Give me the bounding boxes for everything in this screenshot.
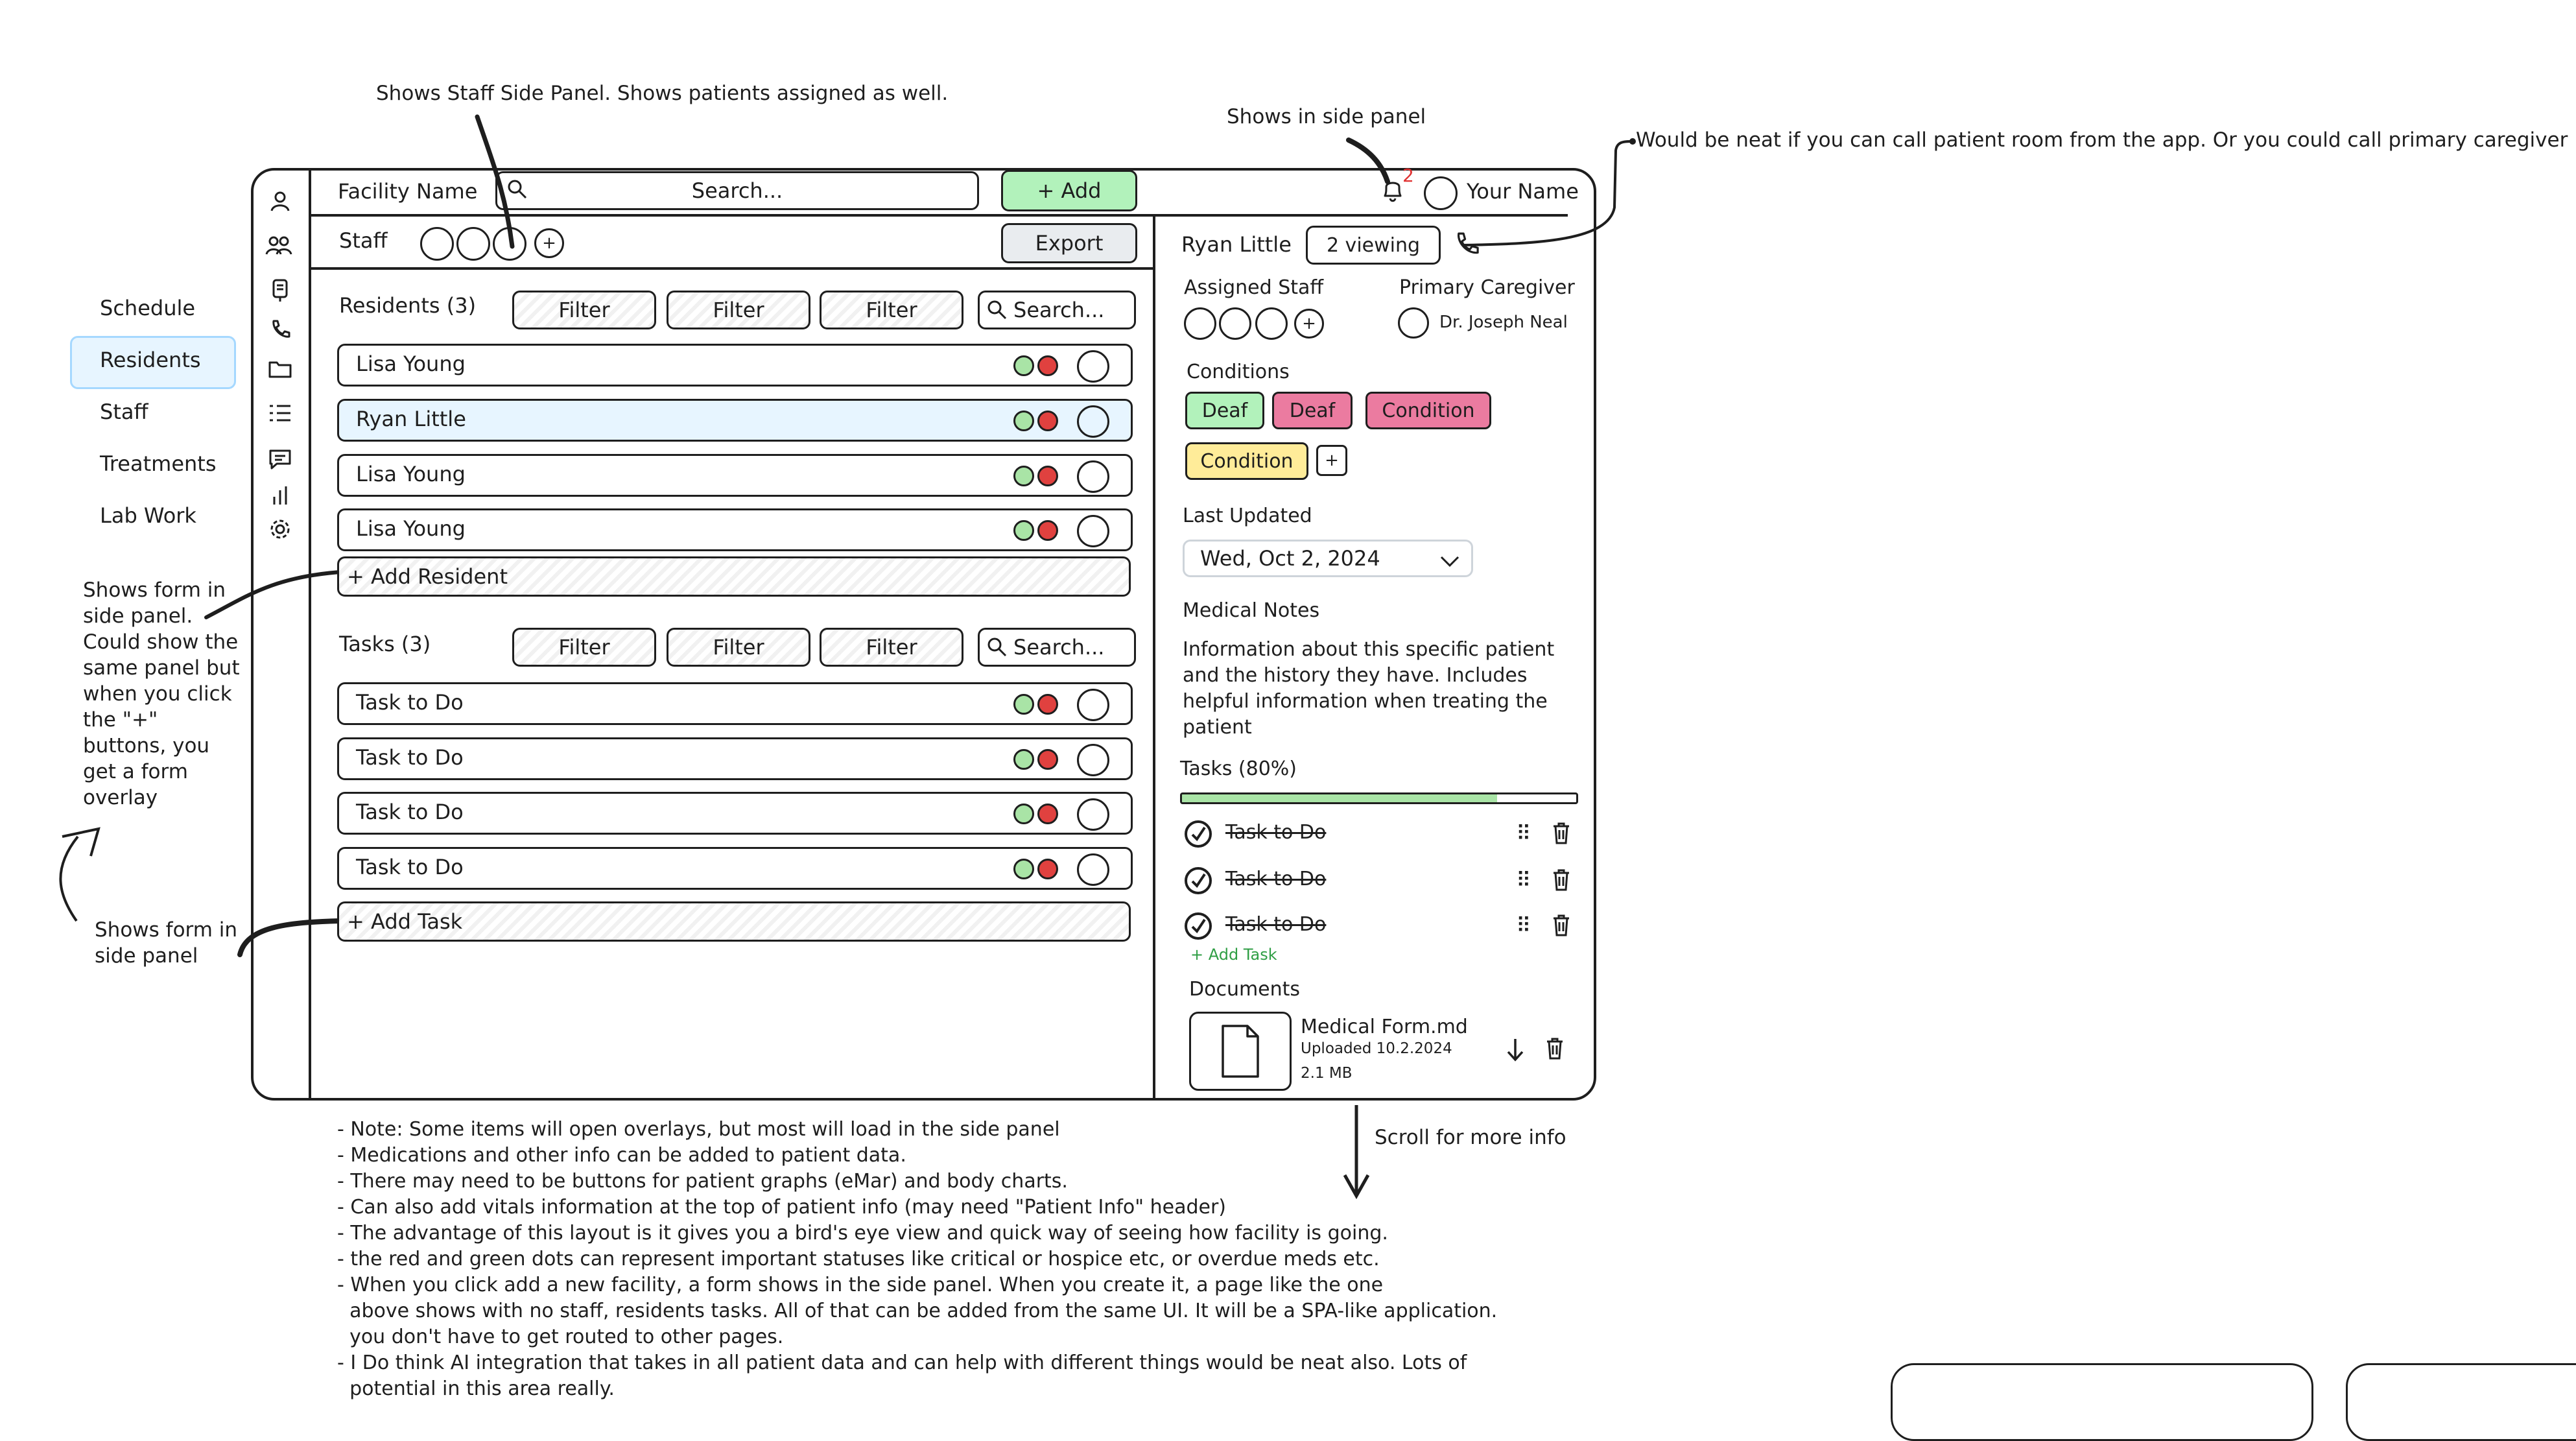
tasks-filter-button[interactable]: Filter <box>667 628 810 667</box>
design-note-line: above shows with no staff, residents tasks. All of that can be added from the same UI. It will be a SPA-like application. <box>337 1300 1498 1322</box>
nav-item-treatments[interactable]: Treatments <box>100 451 217 476</box>
condition-tag[interactable]: Deaf <box>1272 392 1353 429</box>
resident-row[interactable] <box>337 399 1133 442</box>
global-search-placeholder: Search... <box>691 178 783 203</box>
caregiver-avatar[interactable] <box>1398 307 1429 339</box>
design-note-line: - I Do think AI integration that takes in all patient data and can help with different things would be neat also. Lots of <box>337 1352 1467 1374</box>
status-dot-green <box>1013 749 1034 770</box>
conditions-label: Conditions <box>1187 361 1290 383</box>
task-avatar[interactable] <box>1077 744 1109 776</box>
staff-label: Staff <box>339 228 388 253</box>
assigned-staff-avatar[interactable] <box>1184 307 1216 340</box>
file-icon <box>1218 1023 1263 1079</box>
side-panel-divider <box>1153 214 1155 1099</box>
residents-search-input[interactable] <box>978 291 1136 329</box>
staff-avatar[interactable] <box>420 227 454 261</box>
phone-icon[interactable] <box>266 315 294 344</box>
drag-handle-icon[interactable]: ⠿ <box>1516 868 1531 892</box>
resident-name: Lisa Young <box>356 462 466 486</box>
primary-caregiver-label: Primary Caregiver <box>1399 276 1575 299</box>
viewing-badge: 2 viewing <box>1306 226 1441 265</box>
users-icon[interactable] <box>265 231 293 259</box>
status-dot-green <box>1013 694 1034 715</box>
status-dot-green <box>1013 859 1034 879</box>
design-notes <box>337 1117 1497 1402</box>
task-name: Task to Do <box>356 745 464 770</box>
tasks-title: Tasks (3) <box>339 632 431 656</box>
resident-avatar[interactable] <box>1077 405 1109 438</box>
resident-row[interactable] <box>337 508 1133 551</box>
call-phone-icon[interactable] <box>1452 230 1481 261</box>
task-avatar[interactable] <box>1077 689 1109 721</box>
document-name[interactable]: Medical Form.md <box>1301 1016 1468 1038</box>
drag-handle-icon[interactable]: ⠿ <box>1516 821 1531 846</box>
add-panel-task-link[interactable]: + Add Task <box>1190 946 1277 964</box>
status-dot-red <box>1037 749 1058 770</box>
last-updated-value: Wed, Oct 2, 2024 <box>1200 546 1380 571</box>
design-note-line: - Note: Some items will open overlays, but most will load in the side panel <box>337 1118 1060 1141</box>
annotation-side-panel: Shows in side panel <box>1227 105 1426 128</box>
annotation-staff-panel: Shows Staff Side Panel. Shows patients assigned as well. <box>376 82 949 105</box>
residents-title: Residents (3) <box>339 293 477 318</box>
add-task-button[interactable]: + Add Task <box>337 901 1131 942</box>
bell-icon[interactable] <box>1380 176 1406 208</box>
user-name[interactable]: Your Name <box>1467 179 1579 204</box>
staff-bar-divider <box>310 267 1153 270</box>
add-staff-button[interactable]: + <box>534 228 564 258</box>
tasks-search-input[interactable] <box>978 628 1136 667</box>
nav-item-residents[interactable]: Residents <box>100 348 201 372</box>
trash-icon[interactable] <box>1551 821 1572 848</box>
completed-task-label: Task to Do <box>1225 913 1327 936</box>
nav-item-staff[interactable]: Staff <box>100 399 148 424</box>
search-icon <box>986 299 1008 326</box>
chat-icon[interactable] <box>266 445 294 473</box>
design-note-line: - When you click add a new facility, a form shows in the side panel. When you create it, a page like the one <box>337 1274 1384 1296</box>
facility-name[interactable]: Facility Name <box>338 179 478 204</box>
resident-name: Lisa Young <box>356 516 466 541</box>
status-dot-red <box>1037 466 1058 486</box>
status-dot-red <box>1037 355 1058 376</box>
documents-label: Documents <box>1189 978 1301 1001</box>
assigned-staff-label: Assigned Staff <box>1184 276 1324 299</box>
tasks-filter-button[interactable]: Filter <box>820 628 963 667</box>
add-condition-button[interactable]: + <box>1316 445 1347 476</box>
check-circle-icon[interactable] <box>1183 818 1214 852</box>
task-row[interactable] <box>337 792 1133 835</box>
export-button[interactable]: Export <box>1001 223 1137 263</box>
status-dot-green <box>1013 520 1034 541</box>
staff-avatar[interactable] <box>456 227 490 261</box>
condition-tag[interactable]: Condition <box>1185 442 1308 480</box>
document-uploaded: Uploaded 10.2.2024 <box>1301 1040 1452 1057</box>
assigned-staff-avatar[interactable] <box>1219 307 1251 340</box>
design-note-line: - There may need to be buttons for patient graphs (eMar) and body charts. <box>337 1170 1068 1193</box>
condition-tag[interactable]: Deaf <box>1185 392 1264 429</box>
status-dot-red <box>1037 411 1058 431</box>
icon-rail-divider <box>309 170 311 1099</box>
task-name: Task to Do <box>356 855 464 879</box>
annotation-scroll: Scroll for more info <box>1375 1126 1566 1149</box>
gear-icon[interactable] <box>266 515 294 543</box>
nav-item-lab-work[interactable]: Lab Work <box>100 503 196 528</box>
task-row[interactable] <box>337 682 1133 725</box>
drag-handle-icon[interactable]: ⠿ <box>1516 913 1531 938</box>
status-dot-green <box>1013 804 1034 824</box>
check-circle-icon[interactable] <box>1183 865 1214 899</box>
notification-count: 2 <box>1402 165 1414 186</box>
annotation-form-overlay: Shows form in side panel. Could show the same panel but when you click the "+" buttons, you get a form overlay <box>83 578 246 809</box>
completed-task-label: Task to Do <box>1225 868 1327 890</box>
avatar[interactable] <box>1424 176 1458 210</box>
design-note-line: - Medications and other info can be added to patient data. <box>337 1144 906 1167</box>
design-note-line: you don't have to get routed to other pages. <box>337 1326 784 1348</box>
status-dot-green <box>1013 466 1034 486</box>
residents-filter-button[interactable]: Filter <box>820 291 963 329</box>
design-note-line: - Can also add vitals information at the top of patient info (may need "Patient Info" header) <box>337 1196 1227 1219</box>
status-dot-green <box>1013 411 1034 431</box>
add-button[interactable]: + Add <box>1001 170 1137 211</box>
document-size: 2.1 MB <box>1301 1065 1353 1082</box>
search-icon <box>986 636 1008 663</box>
add-resident-button[interactable]: + Add Resident <box>337 556 1131 597</box>
list-icon[interactable] <box>266 399 294 428</box>
bar-chart-icon[interactable] <box>266 481 294 510</box>
status-dot-red <box>1037 859 1058 879</box>
status-dot-red <box>1037 694 1058 715</box>
residents-search-placeholder: Search... <box>1013 298 1105 322</box>
folder-icon[interactable] <box>266 354 294 383</box>
global-search-input[interactable] <box>495 171 979 210</box>
design-note-line: - The advantage of this layout is it gives you a bird's eye view and quick way of seeing how facility is going. <box>337 1222 1388 1244</box>
residents-filter-button[interactable]: Filter <box>667 291 810 329</box>
status-dot-red <box>1037 520 1058 541</box>
design-note-line: - the red and green dots can represent important statuses like critical or hospice etc, or overdue meds etc. <box>337 1248 1380 1270</box>
trash-icon[interactable] <box>1544 1036 1565 1064</box>
trash-icon[interactable] <box>1551 913 1572 940</box>
next-frame-outline <box>1891 1363 2313 1441</box>
task-avatar[interactable] <box>1077 798 1109 831</box>
annotation-call: Would be neat if you can call patient room from the app. Or you could call primary caregiver <box>1636 128 2568 152</box>
assigned-staff-avatar[interactable] <box>1255 307 1288 340</box>
task-name: Task to Do <box>356 800 464 824</box>
trash-icon[interactable] <box>1551 868 1572 895</box>
resident-name: Ryan Little <box>356 407 466 431</box>
annotation-form-side: Shows form in side panel <box>95 918 244 968</box>
header-divider <box>310 214 1568 217</box>
last-updated-label: Last Updated <box>1183 505 1312 527</box>
tasks-progress-fill <box>1182 794 1497 802</box>
status-dot-red <box>1037 804 1058 824</box>
user-icon[interactable] <box>266 187 294 215</box>
tasks-search-placeholder: Search... <box>1013 635 1105 660</box>
residents-filter-button[interactable]: Filter <box>512 291 656 329</box>
resident-avatar[interactable] <box>1077 515 1109 547</box>
staff-avatar[interactable] <box>493 227 526 261</box>
medical-notes-text: Information about this specific patient and the history they have. Includes helpful information when treating the patient <box>1183 638 1555 739</box>
document-thumbnail[interactable] <box>1189 1012 1292 1091</box>
check-circle-icon[interactable] <box>1183 911 1214 944</box>
resident-avatar[interactable] <box>1077 460 1109 493</box>
patient-name: Ryan Little <box>1181 232 1292 257</box>
task-name: Task to Do <box>356 690 464 715</box>
status-dot-green <box>1013 355 1034 376</box>
chevron-down-icon <box>1439 551 1461 575</box>
search-icon <box>506 178 528 206</box>
condition-tag[interactable]: Condition <box>1365 392 1491 429</box>
task-avatar[interactable] <box>1077 853 1109 886</box>
tasks-filter-button[interactable]: Filter <box>512 628 656 667</box>
tasks-progress-bar <box>1180 792 1578 804</box>
resident-row[interactable] <box>337 454 1133 497</box>
tasks-progress-label: Tasks (80%) <box>1180 757 1297 780</box>
download-icon[interactable] <box>1504 1036 1526 1066</box>
last-updated-select[interactable] <box>1183 540 1473 577</box>
nav-item-schedule[interactable]: Schedule <box>100 296 196 320</box>
pager-icon[interactable] <box>266 276 294 305</box>
resident-name: Lisa Young <box>356 351 466 376</box>
task-row[interactable] <box>337 847 1133 890</box>
add-assigned-staff-button[interactable]: + <box>1294 309 1324 339</box>
medical-notes-label: Medical Notes <box>1183 599 1320 622</box>
next-frame-outline <box>2346 1363 2576 1441</box>
design-note-line: potential in this area really. <box>337 1377 615 1400</box>
resident-avatar[interactable] <box>1077 350 1109 383</box>
primary-caregiver-name[interactable]: Dr. Joseph Neal <box>1439 313 1568 332</box>
resident-row[interactable] <box>337 344 1133 387</box>
completed-task-label: Task to Do <box>1225 821 1327 844</box>
task-row[interactable] <box>337 737 1133 780</box>
